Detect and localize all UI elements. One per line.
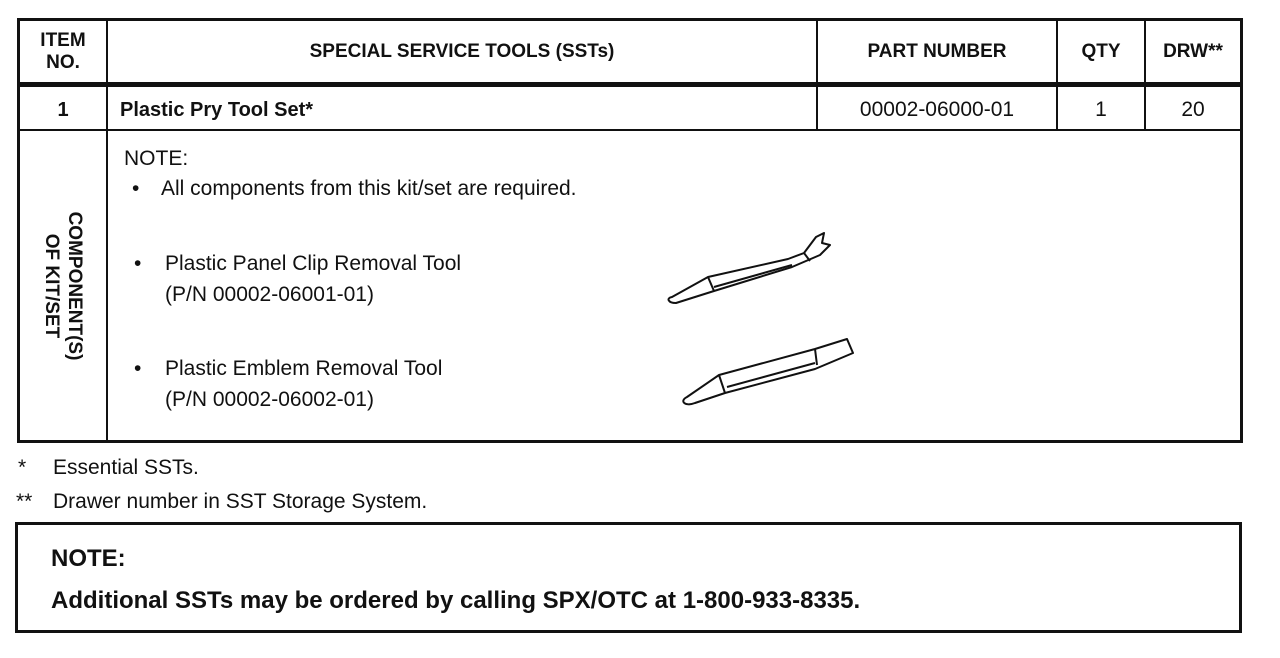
header-qty: QTY [1081, 41, 1121, 62]
note-body: Additional SSTs may be ordered by calling SPX/OTC at 1-800-933-8335. [51, 587, 861, 614]
header-tools: SPECIAL SERVICE TOOLS (SSTs) [309, 41, 615, 62]
panel-clip-removal-tool-icon [660, 225, 840, 315]
header-drw: DRW** [1163, 41, 1223, 62]
part-number-cell: 00002-06000-01 [859, 98, 1015, 121]
components-side-label [20, 133, 106, 440]
header-item-no [20, 21, 106, 83]
bullet-icon: • [132, 177, 140, 200]
footnote-mark: * [18, 456, 27, 479]
bullet-icon: • [134, 252, 142, 275]
component-part-number: (P/N 00002-06002-01) [165, 388, 374, 411]
drw-cell: 20 [1181, 98, 1205, 121]
component-name: Plastic Panel Clip Removal Tool [165, 252, 462, 275]
footnote-mark: ** [16, 490, 33, 513]
header-item-no-line1: ITEM [40, 30, 86, 51]
footnote-text: Drawer number in SST Storage System. [53, 490, 428, 513]
item-no-cell: 1 [57, 98, 69, 121]
side-label-line2: OF KIT/SET [41, 233, 62, 339]
tool-name-cell: Plastic Pry Tool Set* [120, 98, 314, 121]
header-item-no-line2: NO. [46, 52, 80, 73]
note-box [15, 522, 1242, 633]
bullet-icon: • [134, 357, 142, 380]
components-note-text: All components from this kit/set are required. [161, 177, 577, 200]
note-title: NOTE: [51, 545, 126, 572]
components-note-title: NOTE: [124, 147, 189, 170]
component-name: Plastic Emblem Removal Tool [165, 357, 443, 380]
emblem-removal-tool-icon [675, 335, 865, 415]
side-label-line1: COMPONENT(S) [64, 211, 85, 361]
qty-cell: 1 [1095, 98, 1107, 121]
header-part-number: PART NUMBER [867, 41, 1007, 62]
component-part-number: (P/N 00002-06001-01) [165, 283, 374, 306]
footnote-text: Essential SSTs. [53, 456, 199, 479]
